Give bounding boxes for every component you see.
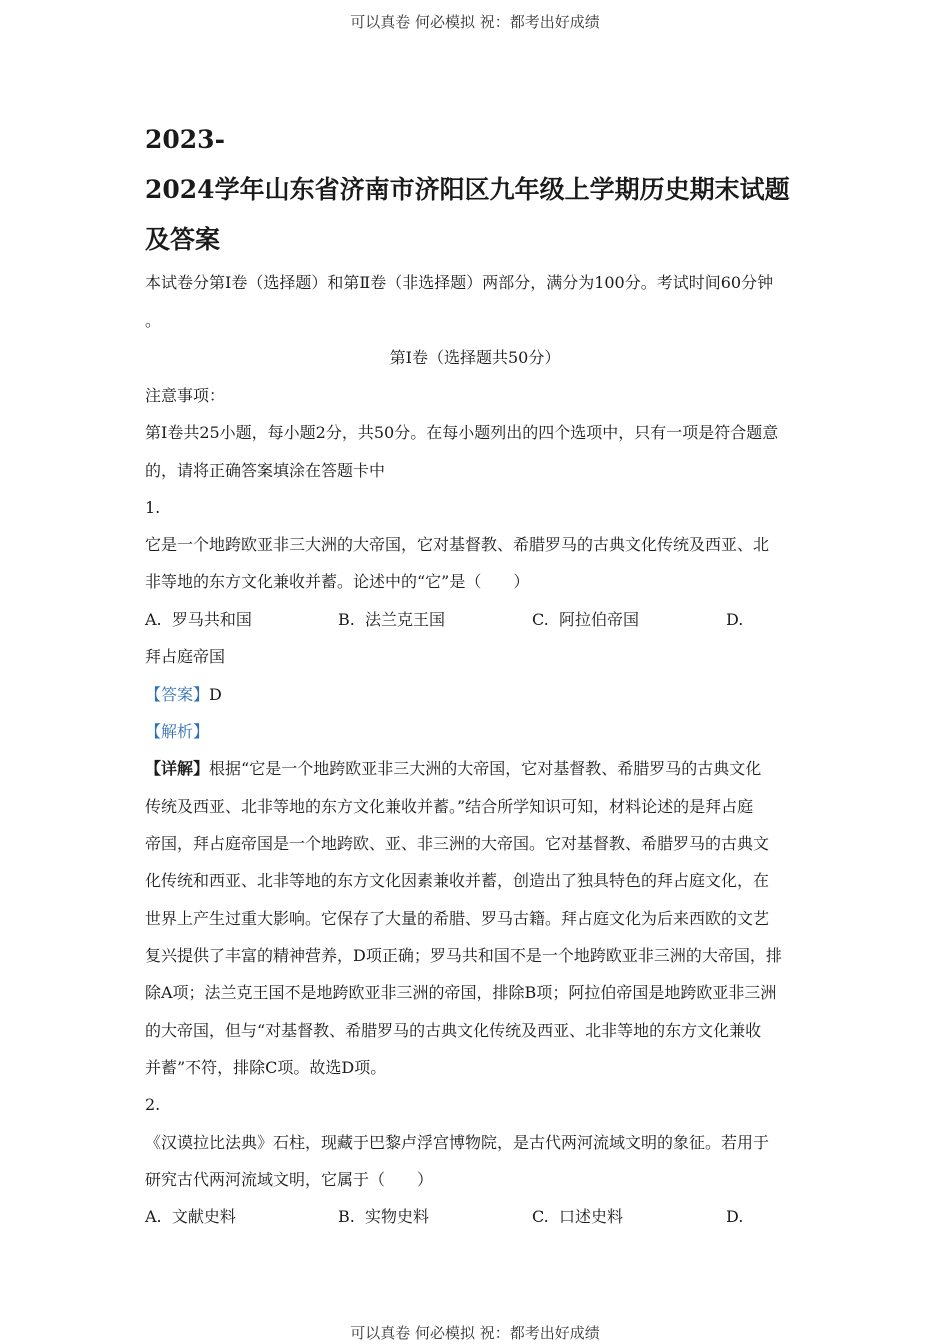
q1-detail-line-7: 除A项；法兰克王国不是地跨欧亚非三洲的帝国，排除B项；阿拉伯帝国是地跨欧亚非三洲 <box>145 983 777 1002</box>
q1-detail-line-2: 传统及西亚、北非等地的东方文化兼收并蓄。”结合所学知识可知，材料论述的是拜占庭 <box>145 797 754 816</box>
q2-stem-line-1: 《汉谟拉比法典》石柱，现藏于巴黎卢浮宫博物院，是古代两河流域文明的象征。若用于 <box>145 1133 770 1152</box>
option-letter: C. <box>532 610 549 629</box>
notice-line-2: 的，请将正确答案填涂在答题卡中 <box>145 461 386 480</box>
option-letter: D. <box>726 610 744 629</box>
title-line-1: 2023- <box>145 125 225 154</box>
intro-line-2: 。 <box>145 311 162 330</box>
intro-line-1: 本试卷分第Ⅰ卷（选择题）和第Ⅱ卷（非选择题）两部分，满分为100分。考试时间60分钟 <box>145 273 774 292</box>
q1-analysis-label: 【解析】 <box>145 722 210 741</box>
q1-detail-line-8: 的大帝国，但与“对基督教、希腊罗马的古典文化传统及西亚、北非等地的东方文化兼收 <box>145 1021 762 1040</box>
q1-option-b <box>338 610 445 630</box>
title-line-2: 2024学年山东省济南市济阳区九年级上学期历史期末试题 <box>145 175 790 204</box>
option-letter: B. <box>338 1207 355 1226</box>
q2-option-c <box>532 1207 623 1227</box>
notice-line-1: 第Ⅰ卷共25小题，每小题2分，共50分。在每小题列出的四个选项中，只有一项是符合题意 <box>145 423 779 442</box>
option-text: 实物史料 <box>365 1207 430 1226</box>
q1-detail-line-4: 化传统和西亚、北非等地的东方文化因素兼收并蓄，创造出了独具特色的拜占庭文化，在 <box>145 871 770 890</box>
q2-option-a <box>145 1207 236 1227</box>
q1-stem-line-2: 非等地的东方文化兼收并蓄。论述中的“它”是（ ） <box>145 572 530 591</box>
q2-option-d <box>726 1207 743 1227</box>
q1-detail-line-3: 帝国，拜占庭帝国是一个地跨欧、亚、非三洲的大帝国。它对基督教、希腊罗马的古典文 <box>145 834 770 853</box>
q1-detail-line-6: 复兴提供了丰富的精神营养，D项正确；罗马共和国不是一个地跨欧亚非三洲的大帝国，排 <box>145 946 782 965</box>
detail-label: 【详解】 <box>145 759 210 778</box>
q1-option-d <box>726 610 743 630</box>
detail-text: 根据“它是一个地跨欧亚非三大洲的大帝国，它对基督教、希腊罗马的古典文化 <box>209 759 762 778</box>
page-footer: 可以真卷 何必模拟 祝：都考出好成绩 <box>350 1324 600 1342</box>
section-heading: 第Ⅰ卷（选择题共50分） <box>389 348 561 367</box>
answer-value: D <box>209 685 222 704</box>
title-line-3: 及答案 <box>145 225 221 254</box>
option-letter: D. <box>726 1207 744 1226</box>
q1-detail-line-9: 并蓄”不符，排除C项。故选D项。 <box>145 1058 387 1077</box>
q1-stem-line-1: 它是一个地跨欧亚非三大洲的大帝国，它对基督教、希腊罗马的古典文化传统及西亚、北 <box>145 535 770 554</box>
option-letter: A. <box>145 1207 162 1226</box>
answer-label: 【答案】 <box>145 685 210 704</box>
option-text: 罗马共和国 <box>171 610 252 629</box>
q2-number: 2. <box>145 1095 161 1114</box>
q2-stem-line-2: 研究古代两河流域文明，它属于（ ） <box>145 1170 434 1189</box>
q1-option-a <box>145 610 252 630</box>
q1-option-c <box>532 610 639 630</box>
option-text: 法兰克王国 <box>365 610 446 629</box>
q1-detail-line-1 <box>145 759 825 779</box>
option-text: 文献史料 <box>171 1207 236 1226</box>
q1-option-d-text: 拜占庭帝国 <box>145 647 226 666</box>
page-header: 可以真卷 何必模拟 祝：都考出好成绩 <box>350 13 600 31</box>
q2-option-b <box>338 1207 429 1227</box>
option-letter: B. <box>338 610 355 629</box>
option-letter: A. <box>145 610 162 629</box>
q1-number: 1. <box>145 498 161 517</box>
option-text: 阿拉伯帝国 <box>558 610 639 629</box>
option-letter: C. <box>532 1207 549 1226</box>
q1-answer <box>145 685 825 705</box>
notice-label: 注意事项： <box>145 386 226 405</box>
option-text: 口述史料 <box>558 1207 623 1226</box>
q1-detail-line-5: 世界上产生过重大影响。它保存了大量的希腊、罗马古籍。拜占庭文化为后来西欧的文艺 <box>145 909 770 928</box>
